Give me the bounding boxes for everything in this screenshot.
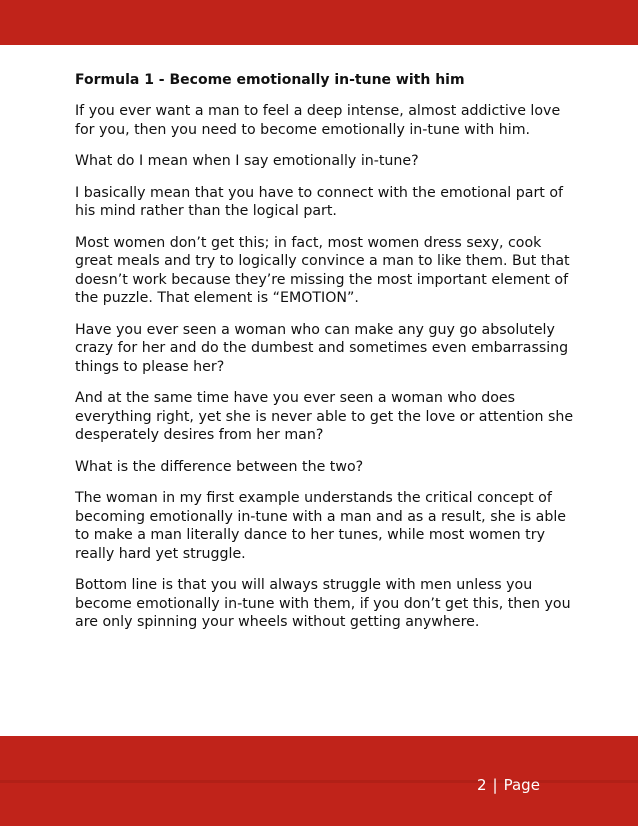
paragraph: If you ever want a man to feel a deep intense, almost addictive love for you, then you need to become emotionally in-tune with him. — [75, 103, 561, 138]
page-word: Page — [503, 776, 540, 794]
page-number: 2 — [477, 776, 487, 794]
header-band — [0, 0, 638, 45]
paragraph: What do I mean when I say emotionally in-tune? — [75, 153, 419, 169]
paragraph: Bottom line is that you will always struggle with men unless you become emotionally in-tune with them, if you don’t get this, then you are only spinning your wheels without getting anywhere. — [75, 577, 571, 630]
paragraph: I basically mean that you have to connect with the emotional part of his mind rather than the logical part. — [75, 184, 564, 219]
paragraph: What is the difference between the two? — [75, 458, 364, 475]
paragraph: The woman in my first example understands the critical concept of becoming emotionally in-tune with a man and as a result, she is able to make a man literally dance to her tunes, while most women try really hard yet struggle. — [75, 490, 567, 562]
paragraph: Have you ever seen a woman who can make any guy go absolutely crazy for her and do the dumbest and sometimes even embarrassing things to please her? — [75, 321, 569, 375]
paragraph: And at the same time have you ever seen a woman who does everything right, yet she is never able to get the love or attention she desperately desires from her man? — [75, 390, 574, 443]
page-separator: | — [492, 776, 498, 794]
page-content — [75, 70, 575, 645]
page-number-label — [477, 776, 540, 794]
paragraph: Most women don’t get this; in fact, most women dress sexy, cook great meals and try to logically convince a man to like them. But that doesn’t work because they’re missing the most important element of the puzzle. That element is “EMOTION”. — [75, 234, 570, 306]
footer-band — [0, 736, 638, 826]
section-heading: Formula 1 - Become emotionally in-tune with him — [75, 72, 465, 88]
